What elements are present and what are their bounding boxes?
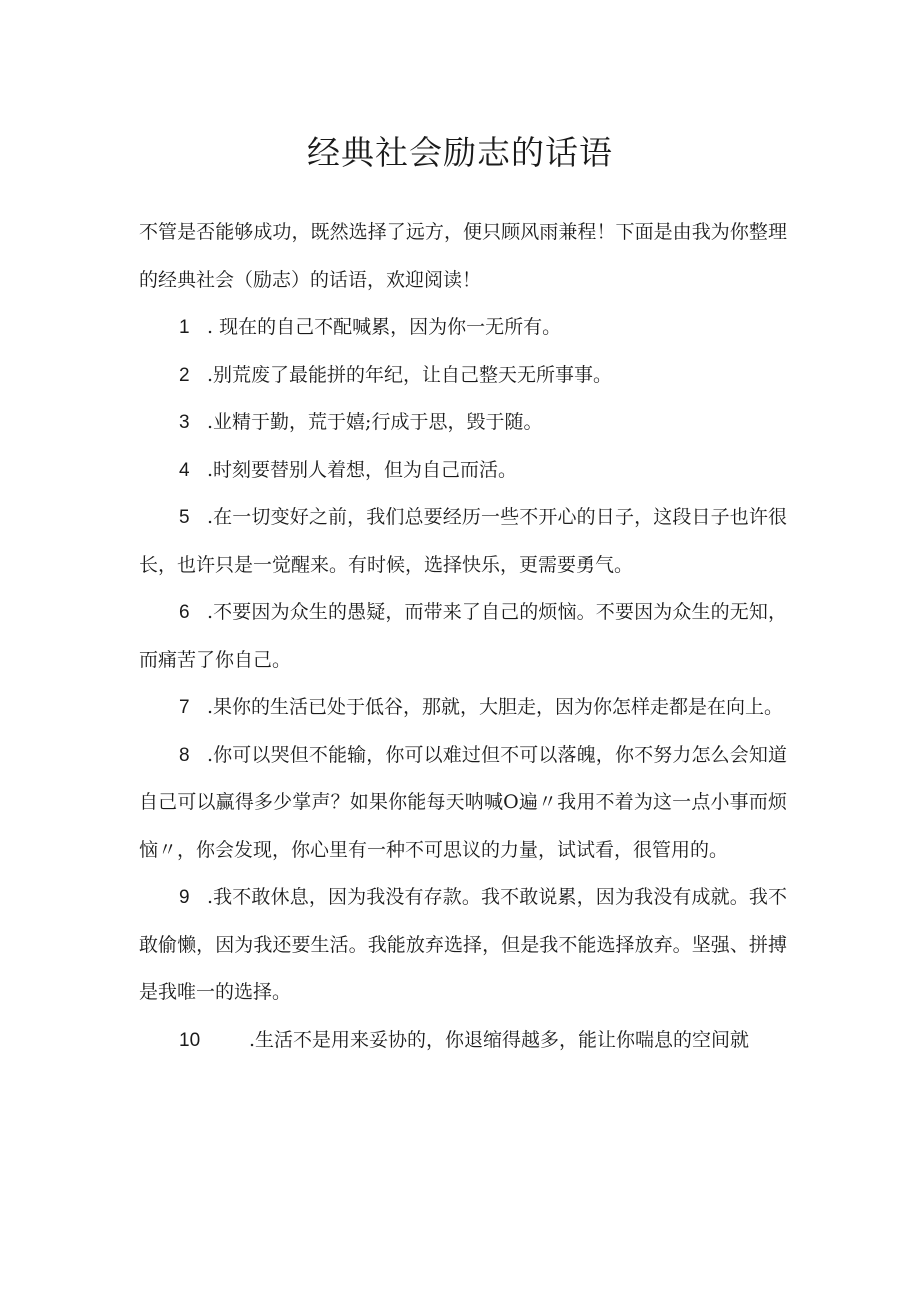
- item-text: .我不敢休息，因为我没有存款。我不敢说累，因为我没有成就。我不敢偷懒，因为我还要生活。我能放弃选择，但是我不能选择放弃。坚强、拼搏是我唯一的选择。: [139, 886, 787, 1003]
- list-item: [139, 399, 787, 447]
- list-item: [139, 1017, 787, 1065]
- item-text: .在一切变好之前，我们总要经历一些不开心的日子，这段日子也许很长，也许只是一觉醒来。有时候，选择快乐，更需要勇气。: [139, 506, 787, 576]
- item-text: .时刻要替别人着想，但为自己而活。: [207, 458, 518, 481]
- item-number: 6: [179, 602, 190, 623]
- item-number: 9: [179, 887, 190, 908]
- item-number: 1: [179, 317, 190, 338]
- item-number: 2: [179, 364, 190, 386]
- item-number: 7: [179, 697, 190, 718]
- list-item: [139, 304, 787, 352]
- item-number: 3: [179, 412, 190, 433]
- item-number: 8: [179, 744, 190, 766]
- item-text: . 现在的自己不配喊累，因为你一无所有。: [207, 316, 562, 338]
- list-item: [139, 874, 787, 1017]
- list-item: [139, 732, 787, 875]
- item-text: .别荒废了最能拼的年纪，让自己整天无所事事。: [207, 363, 613, 386]
- list-item: [139, 494, 787, 589]
- item-number: 5: [179, 507, 190, 528]
- item-text: .果你的生活已处于低谷，那就，大胆走，因为你怎样走都是在向上。: [207, 696, 784, 718]
- intro-paragraph: 不管是否能够成功，既然选择了远方，便只顾风雨兼程！下面是由我为你整理的经典社会（励志）的话语，欢迎阅读！: [139, 221, 787, 291]
- item-text: .你可以哭但不能输，你可以难过但不可以落魄，你不努力怎么会知道自己可以赢得多少掌声？如果你能每天呐喊O遍〃我用不着为这一点小事而烦恼〃，你会发现，你心里有一种不可思议的力量，试试看，很管用的。: [139, 743, 787, 861]
- list-item: [139, 352, 787, 400]
- item-text: .生活不是用来妥协的，你退缩得越多，能让你喘息的空间就: [249, 1028, 750, 1051]
- list-item: [139, 684, 787, 732]
- document-title: 经典社会励志的话语: [307, 133, 613, 172]
- document-body: [139, 209, 787, 1064]
- item-number: 4: [179, 459, 190, 481]
- list-item: [139, 447, 787, 495]
- item-text: .不要因为众生的愚疑，而带来了自己的烦恼。不要因为众生的无知，而痛苦了你自己。: [139, 601, 787, 671]
- item-number: 10: [179, 1029, 201, 1051]
- item-text: .业精于勤，荒于嬉;行成于思，毁于随。: [207, 411, 543, 433]
- list-item: [139, 589, 787, 684]
